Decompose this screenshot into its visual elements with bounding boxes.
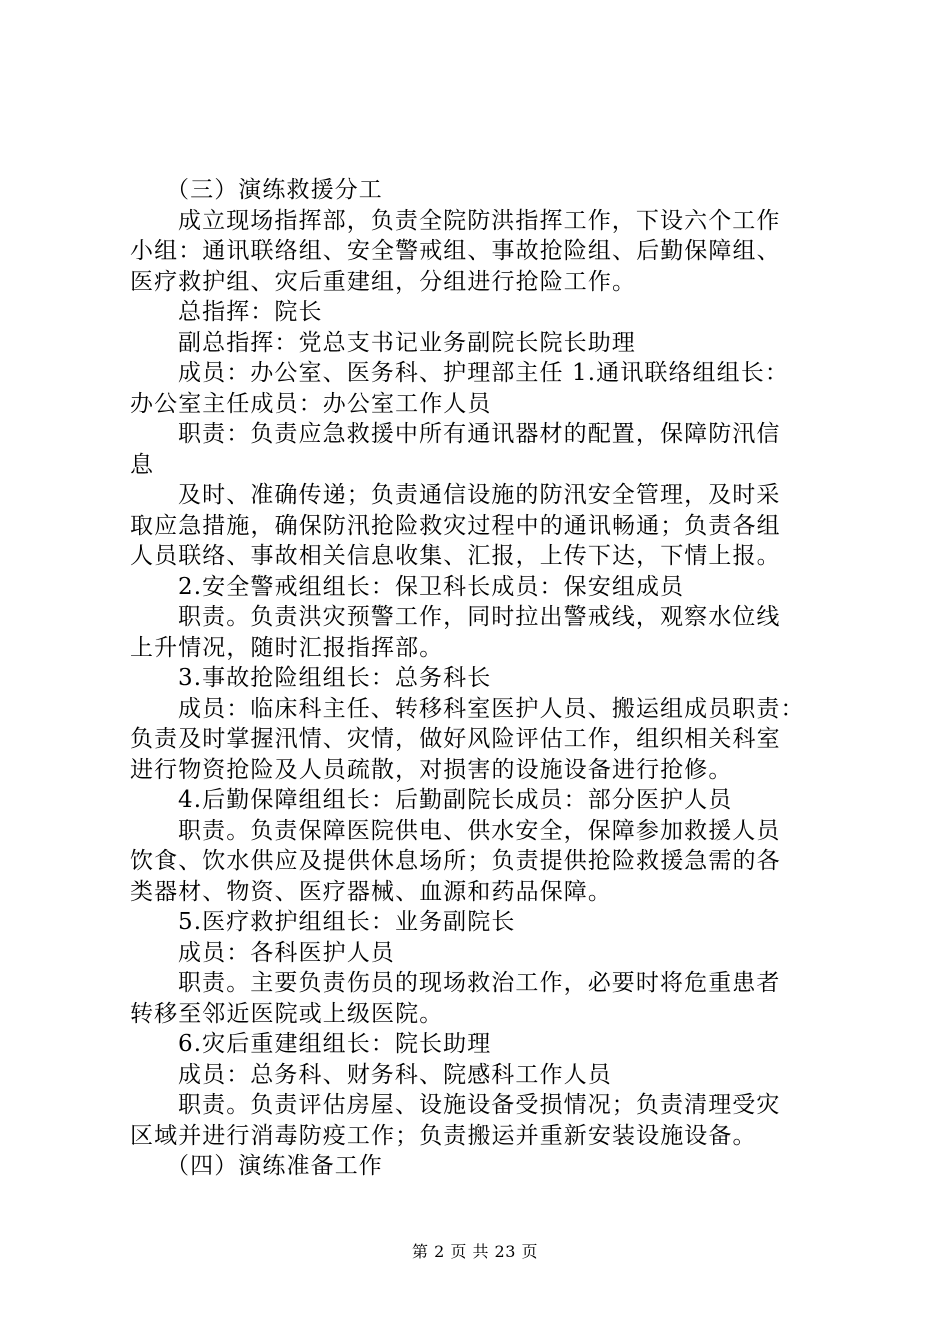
paragraph-line: 职责。主要负责伤员的现场救治工作，必要时将危重患者 bbox=[178, 970, 781, 996]
paragraph-line: 成员：各科医护人员 bbox=[178, 939, 395, 966]
paragraph-line: 人员联络、事故相关信息收集、汇报，上传下达，下情上报。 bbox=[130, 543, 781, 569]
paragraph-line: 取应急措施，确保防汛抢险救灾过程中的通讯畅通；负责各组 bbox=[130, 512, 781, 539]
group-heading: 5.医疗救护组组长：业务副院长 bbox=[178, 909, 516, 935]
paragraph-line: 负责及时掌握汛情、灾情，做好风险评估工作，组织相关科室 bbox=[130, 726, 781, 752]
paragraph-line: 成员：总务科、财务科、院感科工作人员 bbox=[178, 1061, 612, 1088]
paragraph-line: 职责。负责保障医院供电、供水安全，保障参加救援人员 bbox=[178, 817, 781, 844]
paragraph-line: 职责：负责应急救援中所有通讯器材的配置，保障防汛信 bbox=[178, 421, 781, 447]
paragraph-line: 办公室主任成员：办公室工作人员 bbox=[130, 390, 492, 417]
page-number-footer: 第 2 页 共 23 页 bbox=[412, 1242, 538, 1261]
paragraph-line: 职责。负责评估房屋、设施设备受损情况；负责清理受灾 bbox=[178, 1092, 781, 1118]
section-heading-3: （三）演练救援分工 bbox=[166, 177, 383, 203]
document-body bbox=[130, 175, 830, 1182]
paragraph-line: 进行物资抢险及人员疏散，对损害的设施设备进行抢修。 bbox=[130, 756, 733, 783]
paragraph-line: 小组：通讯联络组、安全警戒组、事故抢险组、后勤保障组、 bbox=[130, 238, 781, 264]
group-heading: 3.事故抢险组组长：总务科长 bbox=[178, 665, 492, 691]
paragraph-line: 类器材、物资、医疗器械、血源和药品保障。 bbox=[130, 878, 612, 905]
paragraph-line: 饮食、饮水供应及提供休息场所；负责提供抢险救援急需的各 bbox=[130, 848, 781, 874]
paragraph-line: 医疗救护组、灾后重建组，分组进行抢险工作。 bbox=[130, 268, 637, 295]
paragraph-line: 转移至邻近医院或上级医院。 bbox=[130, 1000, 444, 1027]
paragraph-line: 成员：办公室、医务科、护理部主任 1.通讯联络组组长： bbox=[178, 360, 789, 386]
paragraph-line: 副总指挥：党总支书记业务副院长院长助理 bbox=[178, 329, 636, 356]
group-heading: 6.灾后重建组组长：院长助理 bbox=[178, 1031, 492, 1057]
group-heading: 4.后勤保障组组长：后勤副院长成员：部分医护人员 bbox=[178, 787, 733, 813]
paragraph-line: 成立现场指挥部，负责全院防洪指挥工作，下设六个工作 bbox=[178, 207, 781, 234]
paragraph-line: 息 bbox=[130, 451, 155, 478]
paragraph-line: 及时、准确传递；负责通信设施的防汛安全管理，及时采 bbox=[178, 482, 781, 508]
group-heading: 2.安全警戒组组长：保卫科长成员：保安组成员 bbox=[178, 573, 685, 600]
paragraph-line: 总指挥：院长 bbox=[178, 299, 323, 325]
paragraph-line: 区域并进行消毒防疫工作；负责搬运并重新安装设施设备。 bbox=[130, 1122, 757, 1149]
section-heading-4: （四）演练准备工作 bbox=[166, 1153, 383, 1179]
paragraph-line: 成员：临床科主任、转移科室医护人员、搬运组成员职责： bbox=[178, 695, 805, 722]
paragraph-line: 上升情况，随时汇报指挥部。 bbox=[130, 634, 444, 661]
paragraph-line: 职责。负责洪灾预警工作，同时拉出警戒线，观察水位线 bbox=[178, 604, 781, 630]
